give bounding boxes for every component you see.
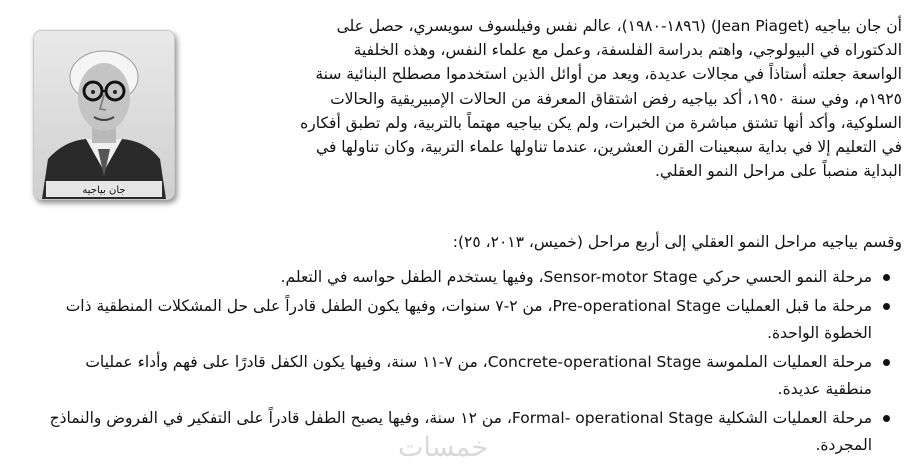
bullet-icon (883, 359, 890, 366)
intro-line: السلوكية، وأكد أنها تشتق مباشرة من الخبرات، ولم يكن بياجيه مهتماً بالتربية، ولم تطبق أفكاره (300, 113, 902, 132)
watermark: خمسات (398, 432, 489, 463)
intro-line: الواسعة جعلته أستاذاً في مجالات عديدة، ويعد من أوائل الذين استخدموا مصطلح البنائية سنة (315, 65, 902, 84)
stage-name-ar: مرحلة ما قبل العمليات (725, 297, 872, 315)
stage-name-ar: مرحلة العمليات الشكلية (718, 409, 872, 427)
intro-line: الدكتوراه في البيولوجي، واهتم بدراسة الفلسفة، وعمل مع علماء النفس، وهذه الخلفية (353, 41, 902, 60)
list-item (40, 349, 902, 403)
stage-name-en: Formal- operational Stage (511, 409, 714, 427)
intro-paragraph (190, 14, 902, 183)
bullet-icon (883, 303, 890, 310)
list-item (40, 264, 902, 291)
portrait-photo (34, 31, 174, 199)
stage-name-ar: مرحلة النمو الحسي حركي (702, 268, 872, 286)
intro-line: أن جان بياجيه (Jean Piaget) (١٨٩٦-١٩٨٠)، عالم نفس وفيلسوف سويسري، حصل على (336, 17, 902, 35)
stage-description: ، وفيها يستخدم الطفل حواسه في التعلم. (280, 268, 544, 286)
stage-description: ، من ٢-٧ سنوات، وفيها يكون الطفل قادراً على حل المشكلات المنطقية ذات الخطوة الواحدة. (65, 297, 872, 342)
bullet-icon (883, 274, 890, 281)
stage-name-en: Sensor-motor Stage (543, 268, 698, 286)
stage-description: ، من ١٢ سنة، وفيها يصبح الطفل قادراً على التفكير في الفروض والنماذج المجردة. (49, 409, 872, 454)
list-item (40, 293, 902, 347)
intro-line: ١٩٢٥م، وفي سنة ١٩٥٠، أكد بياجيه رفض اشتقاق المعرفة من الحالات الإمبيريقية والحالات (330, 89, 902, 108)
stage-name-ar: مرحلة العمليات الملموسة (706, 353, 872, 371)
stage-name-en: Pre-operational Stage (552, 297, 721, 315)
stage-name-en: Concrete-operational Stage (487, 353, 702, 371)
intro-line: البداية منصباً على مراحل النمو العقلي. (654, 162, 902, 181)
portrait-caption: جان بياجيه (82, 185, 126, 196)
stage-description: ، من ٧-١١ سنة، وفيها يكون الكفل قادرًا على فهم وأداء عمليات منطقية عديدة. (85, 353, 872, 398)
piaget-portrait (33, 30, 175, 200)
intro-line: في التعليم إلا في بداية سبعينات القرن العشرين، عندما تناولها علماء التربية، وكان تناولها في (316, 138, 902, 157)
stages-intro-sentence: وقسم بياجيه مراحل النمو العقلي إلى أربع مراحل (خميس، ٢٠١٣، ٢٥): (452, 233, 902, 251)
bullet-icon (883, 415, 890, 422)
